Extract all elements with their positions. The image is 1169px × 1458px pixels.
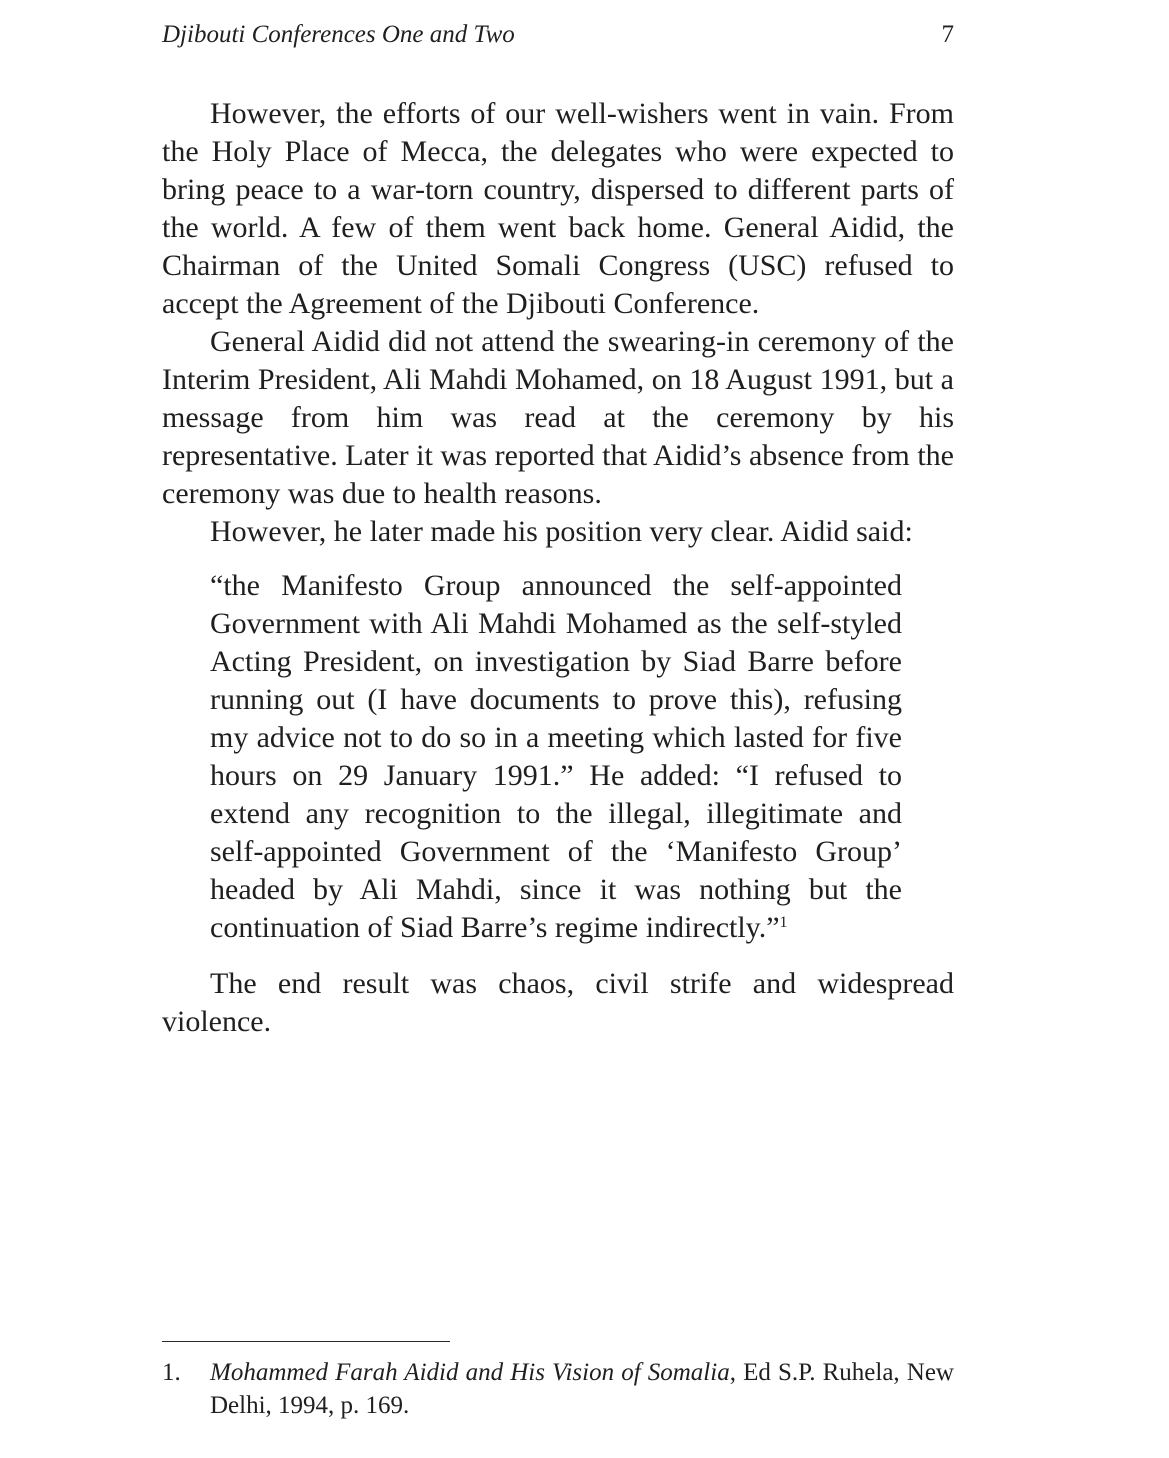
- page-number: 7: [941, 21, 954, 48]
- footnote: [162, 1356, 954, 1422]
- footnote-reference: 1: [779, 914, 788, 931]
- running-header: [162, 18, 954, 52]
- paragraph-4: The end result was chaos, civil strife and widespread violence.: [162, 967, 954, 1038]
- footnote-text: [210, 1356, 954, 1422]
- paragraph-3: However, he later made his position very clear. Aidid said:: [210, 515, 913, 548]
- paragraph-1: However, the efforts of our well-wishers went in vain. From the Holy Place of Mecca, the delegates who were expected to bring peace to a war-torn country, dispersed to different parts of the world. A few of them went back home. General Aidid, the Chairman of the United Somali Congress (USC) refused to accept the Agreement of the Djibouti Conference.: [162, 97, 954, 320]
- block-quote-text: “the Manifesto Group announced the self-appointed Government with Ali Mahdi Mohamed as the self-styled Acting President, on investigation by Siad Barre before running out (I have documents to prove this), refusing my advice not to do so in a meeting which lasted for five hours on 29 January 1991.” He added: “I refused to extend any recognition to the illegal, illegitimate and self-appointed Government of the ‘Manifesto Group’ headed by Ali Mahdi, since it was nothing but the continuation of Siad Barre’s regime indirectly.”: [210, 569, 902, 944]
- main-text: [162, 95, 954, 1041]
- footnote-citation: , Ed S.P. Ruhela, New Delhi, 1994, p. 169.: [210, 1359, 954, 1419]
- paragraph-2: General Aidid did not attend the swearing-in ceremony of the Interim President, Ali Mahdi Mohamed, on 18 August 1991, but a message from him was read at the ceremony by his representative. Later it was reported that Aidid’s absence from the ceremony was due to health reasons.: [162, 325, 954, 510]
- footnote-book-title: Mohammed Farah Aidid and His Vision of Somalia: [210, 1359, 730, 1386]
- running-title: Djibouti Conferences One and Two: [162, 21, 515, 48]
- footnote-divider: [162, 1341, 450, 1342]
- block-quote: [210, 567, 902, 947]
- footnote-number: 1.: [162, 1359, 181, 1386]
